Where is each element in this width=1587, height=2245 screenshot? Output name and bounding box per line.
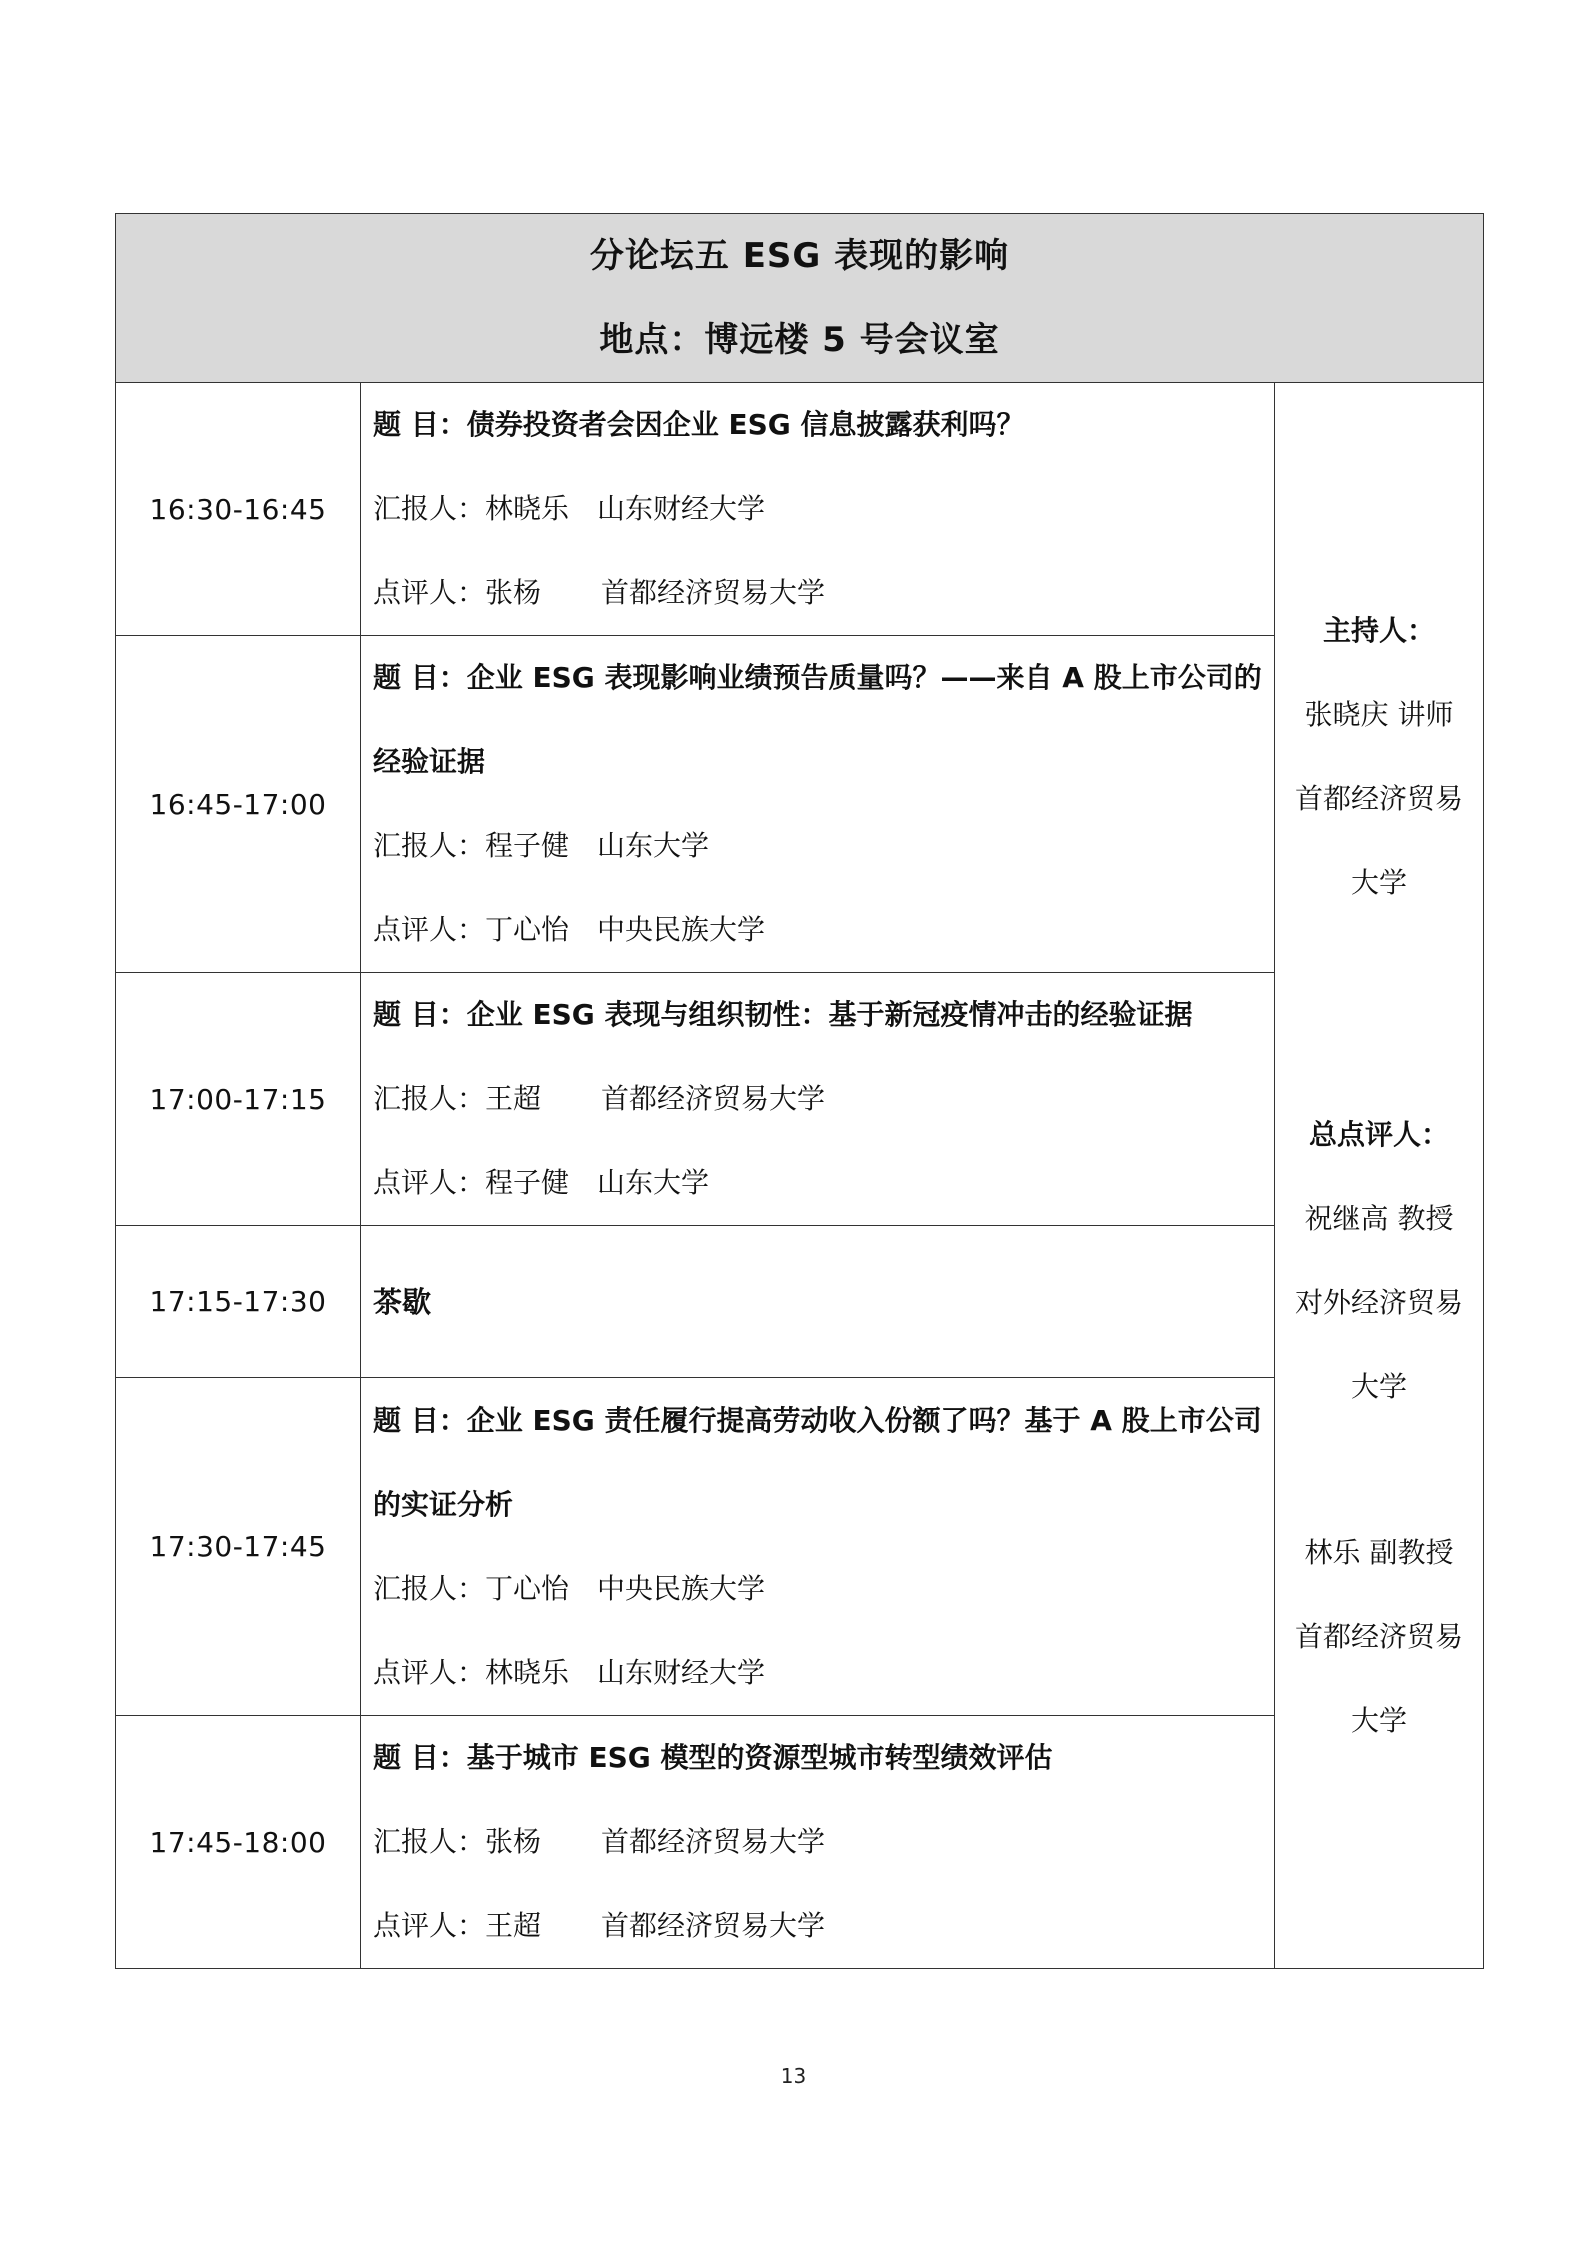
- chief-reviewer-2-name: 林乐 副教授: [1304, 1536, 1454, 1569]
- presenter-label: 汇报人：: [373, 492, 486, 525]
- presenter-label: 汇报人：: [373, 1571, 486, 1605]
- session-title-cont: 的实证分析: [373, 1487, 514, 1521]
- forum-schedule-table: [115, 213, 1484, 1969]
- session-presenter: [373, 467, 1262, 551]
- session-reviewer: [373, 1631, 1262, 1715]
- reviewer-affiliation: 中央民族大学: [597, 913, 766, 946]
- reviewer-label: 点评人：: [373, 1166, 486, 1199]
- hosts-column: [1275, 383, 1484, 1969]
- presenter-name: 林晓乐: [485, 492, 570, 525]
- reviewer-affiliation: 首都经济贸易大学: [601, 1909, 826, 1942]
- session-reviewer: [373, 1141, 1262, 1225]
- chief-reviewer-2-affiliation-cont: 大学: [1351, 1704, 1408, 1737]
- session-time: 17:45-18:00: [116, 1716, 361, 1969]
- session-presenter: [373, 804, 1262, 888]
- presenter-label: 汇报人：: [373, 1825, 486, 1858]
- presenter-affiliation: 山东财经大学: [597, 492, 766, 525]
- chief-reviewer-2-affiliation: 首都经济贸易: [1295, 1620, 1464, 1653]
- presenter-affiliation: 首都经济贸易大学: [601, 1082, 826, 1115]
- reviewer-name: 丁心怡: [485, 913, 570, 946]
- forum-header-row: [116, 214, 1484, 383]
- host-affiliation-cont: 大学: [1351, 866, 1408, 899]
- presenter-affiliation: 山东大学: [597, 829, 710, 862]
- session-presenter: [373, 1547, 1262, 1631]
- break-time: 17:15-17:30: [116, 1226, 361, 1378]
- forum-title: 分论坛五 ESG 表现的影响: [589, 236, 1010, 276]
- presenter-label: 汇报人：: [373, 829, 486, 862]
- chief-reviewer-1-affiliation: 对外经济贸易: [1295, 1286, 1464, 1319]
- chief-reviewer-1-name: 祝继高 教授: [1304, 1202, 1454, 1235]
- reviewer-label: 点评人：: [373, 913, 486, 946]
- presenter-name: 程子健: [485, 829, 570, 862]
- forum-header: [116, 214, 1484, 383]
- session-row: [116, 383, 1484, 636]
- session-title: 题 目：企业 ESG 表现影响业绩预告质量吗？——来自 A 股上市公司的: [373, 661, 1262, 694]
- session-title-cont: 经验证据: [373, 745, 486, 778]
- session-title: 题 目：基于城市 ESG 模型的资源型城市转型绩效评估: [373, 1741, 1053, 1774]
- session-reviewer: [373, 551, 1262, 635]
- session-presenter: [373, 1800, 1262, 1884]
- session-presenter: [373, 1057, 1262, 1141]
- presenter-name: 张杨: [485, 1825, 542, 1858]
- break-label: 茶歇: [373, 1284, 432, 1319]
- reviewer-label: 点评人：: [373, 576, 486, 609]
- reviewer-name: 王超: [485, 1909, 542, 1942]
- presenter-affiliation: 中央民族大学: [597, 1571, 766, 1605]
- session-title: 题 目：企业 ESG 责任履行提高劳动收入份额了吗？基于 A 股上市公司: [373, 1403, 1262, 1437]
- session-content: [361, 973, 1275, 1226]
- session-content: [361, 636, 1275, 973]
- presenter-name: 王超: [485, 1082, 542, 1115]
- session-time: 17:00-17:15: [116, 973, 361, 1226]
- host-name: 张晓庆 讲师: [1304, 698, 1454, 731]
- session-time: 17:30-17:45: [116, 1378, 361, 1716]
- session-title: 题 目：企业 ESG 表现与组织韧性：基于新冠疫情冲击的经验证据: [373, 998, 1193, 1031]
- reviewer-affiliation: 山东财经大学: [597, 1655, 766, 1689]
- session-time: 16:30-16:45: [116, 383, 361, 636]
- presenter-name: 丁心怡: [485, 1571, 570, 1605]
- chief-reviewer-1-affiliation-cont: 大学: [1351, 1370, 1408, 1403]
- forum-location: 地点：博远楼 5 号会议室: [599, 320, 1000, 360]
- session-title: 题 目：债券投资者会因企业 ESG 信息披露获利吗？: [373, 408, 1025, 441]
- host-affiliation: 首都经济贸易: [1295, 782, 1464, 815]
- page-number: 13: [780, 2064, 807, 2088]
- reviewer-affiliation: 山东大学: [597, 1166, 710, 1199]
- session-reviewer: [373, 888, 1262, 972]
- chief-reviewer-label: 总点评人：: [1309, 1118, 1450, 1151]
- reviewer-label: 点评人：: [373, 1909, 486, 1942]
- host-label: 主持人：: [1323, 614, 1436, 647]
- reviewer-label: 点评人：: [373, 1655, 486, 1689]
- reviewer-name: 林晓乐: [485, 1655, 570, 1689]
- session-reviewer: [373, 1884, 1262, 1968]
- session-content: [361, 1716, 1275, 1969]
- reviewer-affiliation: 首都经济贸易大学: [601, 576, 826, 609]
- session-time: 16:45-17:00: [116, 636, 361, 973]
- presenter-affiliation: 首都经济贸易大学: [601, 1825, 826, 1858]
- reviewer-name: 张杨: [485, 576, 542, 609]
- reviewer-name: 程子健: [485, 1166, 570, 1199]
- presenter-label: 汇报人：: [373, 1082, 486, 1115]
- session-content: [361, 1378, 1275, 1716]
- session-content: [361, 383, 1275, 636]
- break-content: [361, 1226, 1275, 1378]
